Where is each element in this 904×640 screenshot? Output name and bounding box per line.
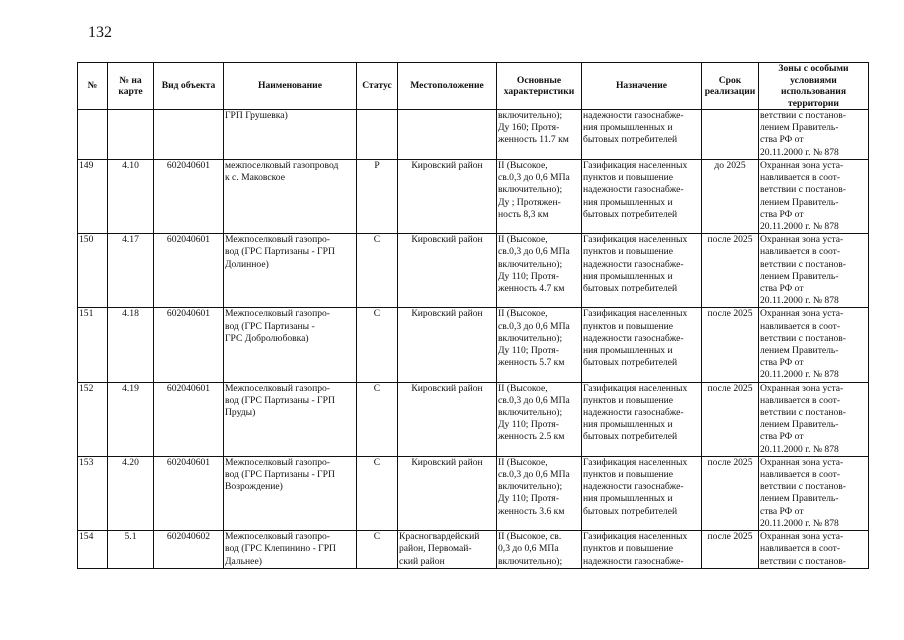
cell-status: С — [357, 382, 398, 456]
cell-location: Кировский район — [398, 234, 497, 308]
cell-purpose: Газификация населенных пунктов и повышение надежности газоснабже- ния промышленных и бытовых потребителей — [582, 382, 702, 456]
cell-term: после 2025 — [702, 234, 759, 308]
cell-object-type: 602040601 — [154, 234, 224, 308]
cell-location — [398, 110, 497, 160]
header-map-num: № на карте — [108, 63, 154, 110]
cell-num: 154 — [78, 531, 108, 569]
table-row — [78, 110, 869, 160]
cell-name: Межпоселковый газопро- вод (ГРС Партизаны - ГРП Возрождение) — [224, 456, 357, 530]
cell-map-num: 4.18 — [108, 308, 154, 382]
cell-map-num: 5.1 — [108, 531, 154, 569]
cell-object-type: 602040601 — [154, 308, 224, 382]
cell-name: Межпоселковый газопро- вод (ГРС Партизаны - ГРС Добролюбовка) — [224, 308, 357, 382]
table-row — [78, 160, 869, 234]
table-header-row — [78, 63, 869, 110]
cell-location: Кировский район — [398, 160, 497, 234]
cell-status: С — [357, 531, 398, 569]
header-term: Срок реализации — [702, 63, 759, 110]
cell-term: после 2025 — [702, 531, 759, 569]
cell-characteristics: II (Высокое, св.0,3 до 0,6 МПа включительно); Ду 110; Протя- женность 4.7 км — [497, 234, 582, 308]
cell-name: ГРП Грушевка) — [224, 110, 357, 160]
cell-num — [78, 110, 108, 160]
table-row — [78, 456, 869, 530]
cell-name: межпоселковый газопровод к с. Маковское — [224, 160, 357, 234]
cell-object-type: 602040601 — [154, 456, 224, 530]
cell-object-type — [154, 110, 224, 160]
header-object-type: Вид объекта — [154, 63, 224, 110]
header-status: Статус — [357, 63, 398, 110]
cell-characteristics: II (Высокое, св.0,3 до 0,6 МПа включительно); Ду 110; Протя- женность 2.5 км — [497, 382, 582, 456]
cell-name: Межпоселковый газопро- вод (ГРС Клепинино - ГРП Дальнее) — [224, 531, 357, 569]
cell-purpose: Газификация населенных пунктов и повышение надежности газоснабже- ния промышленных и бытовых потребителей — [582, 308, 702, 382]
cell-purpose: Газификация населенных пунктов и повышение надежности газоснабже- ния промышленных и бытовых потребителей — [582, 234, 702, 308]
cell-term — [702, 110, 759, 160]
cell-num: 152 — [78, 382, 108, 456]
cell-map-num: 4.10 — [108, 160, 154, 234]
page-number: 132 — [88, 24, 112, 41]
cell-name: Межпоселковый газопро- вод (ГРС Партизаны - ГРП Пруды) — [224, 382, 357, 456]
cell-num: 153 — [78, 456, 108, 530]
cell-zones: Охранная зона уста- навливается в соот- ветствии с постанов- лением Правитель- ства РФ от 20.11.2000 г. № 878 — [759, 456, 869, 530]
cell-characteristics: включительно); Ду 160; Протя- женность 11.7 км — [497, 110, 582, 160]
cell-characteristics: II (Высокое, св.0,3 до 0,6 МПа включительно); Ду 110; Протя- женность 3.6 км — [497, 456, 582, 530]
cell-object-type: 602040601 — [154, 382, 224, 456]
cell-purpose: Газификация населенных пунктов и повышение надежности газоснабже- ния промышленных и бытовых потребителей — [582, 160, 702, 234]
cell-characteristics: II (Высокое, св.0,3 до 0,6 МПа включительно); Ду ; Протяжен- ность 8,3 км — [497, 160, 582, 234]
table-row — [78, 308, 869, 382]
cell-status: С — [357, 234, 398, 308]
cell-name: Межпоселковый газопро- вод (ГРС Партизаны - ГРП Долинное) — [224, 234, 357, 308]
cell-term: после 2025 — [702, 308, 759, 382]
cell-num: 151 — [78, 308, 108, 382]
cell-zones: ветствии с постанов- лением Правитель- ства РФ от 20.11.2000 г. № 878 — [759, 110, 869, 160]
cell-map-num: 4.19 — [108, 382, 154, 456]
cell-status: Р — [357, 160, 398, 234]
cell-characteristics: II (Высокое, св.0,3 до 0,6 МПа включительно); Ду 110; Протя- женность 5.7 км — [497, 308, 582, 382]
cell-status: С — [357, 308, 398, 382]
cell-characteristics: II (Высокое, св. 0,3 до 0,6 МПа включительно); — [497, 531, 582, 569]
cell-location: Кировский район — [398, 308, 497, 382]
objects-table — [77, 62, 869, 569]
cell-purpose: Газификация населенных пунктов и повышение надежности газоснабже- ния промышленных и бытовых потребителей — [582, 456, 702, 530]
header-characteristics: Основные характеристики — [497, 63, 582, 110]
cell-zones: Охранная зона уста- навливается в соот- ветствии с постанов- — [759, 531, 869, 569]
cell-zones: Охранная зона уста- навливается в соот- ветствии с постанов- лением Правитель- ства РФ от 20.11.2000 г. № 878 — [759, 160, 869, 234]
header-zones: Зоны с особыми условиями использования территории — [759, 63, 869, 110]
header-location: Местоположение — [398, 63, 497, 110]
cell-map-num: 4.17 — [108, 234, 154, 308]
cell-term: после 2025 — [702, 456, 759, 530]
cell-zones: Охранная зона уста- навливается в соот- ветствии с постанов- лением Правитель- ства РФ от 20.11.2000 г. № 878 — [759, 308, 869, 382]
cell-purpose: надежности газоснабже- ния промышленных и бытовых потребителей — [582, 110, 702, 160]
table-row — [78, 382, 869, 456]
cell-purpose: Газификация населенных пунктов и повышение надежности газоснабже- — [582, 531, 702, 569]
cell-location: Кировский район — [398, 382, 497, 456]
cell-term: до 2025 — [702, 160, 759, 234]
cell-object-type: 602040602 — [154, 531, 224, 569]
cell-zones: Охранная зона уста- навливается в соот- ветствии с постанов- лением Правитель- ства РФ от 20.11.2000 г. № 878 — [759, 382, 869, 456]
header-num: № — [78, 63, 108, 110]
table-row — [78, 234, 869, 308]
cell-map-num — [108, 110, 154, 160]
cell-location: Кировский район — [398, 456, 497, 530]
cell-object-type: 602040601 — [154, 160, 224, 234]
header-purpose: Назначение — [582, 63, 702, 110]
cell-term: после 2025 — [702, 382, 759, 456]
cell-map-num: 4.20 — [108, 456, 154, 530]
cell-num: 150 — [78, 234, 108, 308]
cell-status: С — [357, 456, 398, 530]
table-row — [78, 531, 869, 569]
cell-location: Красногвардейский район, Первомай- ский район — [398, 531, 497, 569]
header-name: Наименование — [224, 63, 357, 110]
cell-num: 149 — [78, 160, 108, 234]
cell-status — [357, 110, 398, 160]
cell-zones: Охранная зона уста- навливается в соот- ветствии с постанов- лением Правитель- ства РФ от 20.11.2000 г. № 878 — [759, 234, 869, 308]
